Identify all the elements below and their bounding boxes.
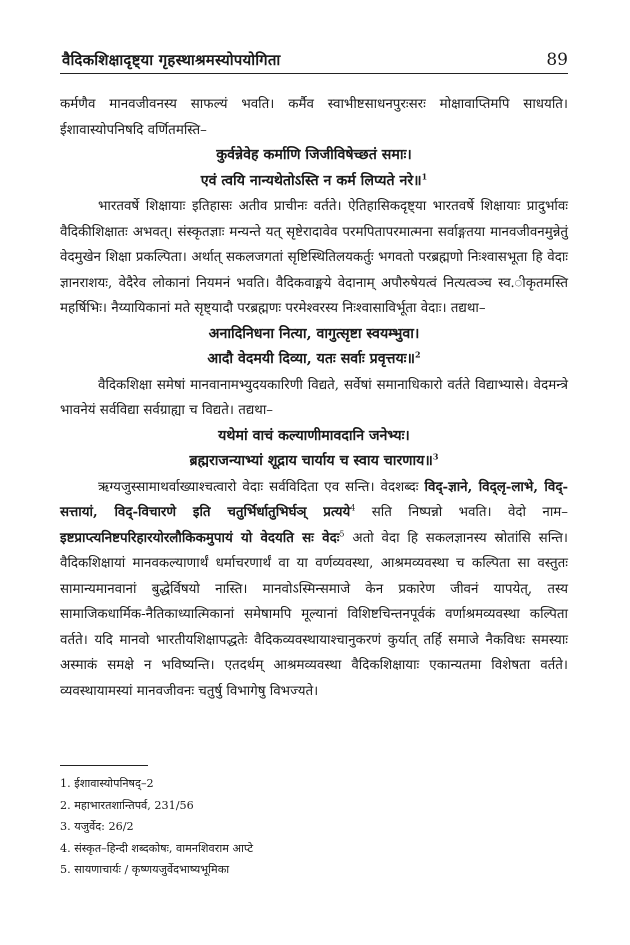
paragraph-4-emphasis: विद्-ज्ञाने, विद्लृ-लाभे, विद्-सत्तायां, विद्-विचारणे इति चतुर्भिर्धातुभिर्घञ् प्रत्यये — [60, 478, 568, 520]
footnote-1: 1. ईशावास्योपनिषद्–2 — [60, 777, 154, 790]
header-rule — [60, 73, 568, 74]
footnote-5: 5. सायणाचार्यः / कृष्णयजुर्वेदभाष्यभूमिका — [60, 863, 230, 876]
footnote-4: 4. संस्कृत–हिन्दी शब्दकोषः, वामनशिवराम आप्टे — [60, 841, 254, 855]
footnote-3: 3. यजुर्वेद: 26/2 — [60, 820, 134, 833]
paragraph-4: ऋग्यजुस्सामाथर्वाख्याश्चत्वारो वेदाः सर्वविदिता एव सन्ति। वेदशब्दः विद्-ज्ञाने, विद्लृ-लाभे, विद्-सत्तायां, विद्-विचारणे इति चतुर्भिर्धातुभिर्घञ् प्रत्यये$^4$ सति निष्पन्नो भवति। वेदो नाम– इष्टप्राप्त्यनिष्टपरिहारयोरलौकिकमुपायं यो वेदयति सः वेदः$^5$ अतो वेदा हि सकलज्ञानस्य स्रोतांसि सन्ति। वैदिकशिक्षायां मानवकल्याणार्थं धर्माचरणार्थं वा या वर्णव्यवस्था, आश्रमव्यवस्था च कल्पिता सा वस्तुतः सामान्यमानवानां बुद्धेर्विषयो नास्ति। मानवोऽस्मिन्समाजे केन प्रकारेण जीवनं यापयेत्, तस्य सामाजिकधार्मिक-नैतिकाध्यात्मिकानां समेषामपि मूल्यानां विशिष्टचिन्तनपूर्वकं वर्णाश्रमव्यवस्था कल्पिता वर्तते। यदि मानवो भारतीयशिक्षापद्धतेः वैदिकव्यवस्थायाश्चानुकरणं कुर्यात् तर्हि समाजे नैकविधः समस्याः अस्माकं समक्षे न भविष्यन्ति। एतदर्थम् आश्रमव्यवस्था वैदिकशिक्षायाः एकान्यतमा विशेषता वर्तते। व्यवस्थायामस्यां मानवजीवनः चतुर्षु विभागेषु विभज्यते। — [60, 478, 568, 699]
page-number: 89 — [546, 50, 568, 70]
verse-1-line-2: एवं त्वयि नान्यथेतोऽस्ति न कर्म लिप्यते नरे॥$^1$ — [200, 170, 428, 189]
verse-3-line-2: ब्रह्मराजन्याभ्यां शूद्राय चार्याय च स्वाय चारणाय॥$^3$ — [189, 451, 439, 469]
running-title: वैदिकशिक्षादृष्ट्या गृहस्थाश्रमस्योपयोगिता — [62, 51, 281, 69]
paragraph-2: भारतवर्षे शिक्षायाः इतिहासः अतीव प्राचीनः वर्तते। ऐतिहासिकदृष्ट्या भारतवर्षे शिक्षायाः प्रादुर्भावः वैदिकीशिक्षातः अभवत्। संस्कृतज्ञाः मन्यन्ते यत् सृष्टेरादावेव परमपितापरमात्मना सर्वाङ्गतया मानवजीवनमुन्नेतुं वेदमुखेन शिक्षा प्रकल्पिता। अर्थात् सकलजगतां सृष्टिस्थितिलयकर्तुः भगवतो परब्रह्मणो निःश्वासभूता हि वेदाः ज्ञानराशयः, वेदैरेव लोकानां नियमनं भवति। वैदिकवाङ्मये वेदानाम् अपौरुषेयत्वं नित्यत्वञ्च स्व.ीकृतमस्ति महर्षिभिः। नैय्यायिकानां मते सृष्ट्यादौ परब्रह्मणः परमेश्वरस्य निःश्वासाविर्भूता वेदाः। तद्यथा– — [60, 199, 568, 316]
footnote-ref-1[interactable]: 1 — [421, 170, 428, 181]
verse-1-line-1: कुर्वन्नेवेह कर्माणि जिजीविषेच्छतं समाः। — [216, 147, 412, 163]
verse-2-line-1: अनादिनिधना नित्या, वागुत्सृष्टा स्वयम्भुवा। — [208, 325, 420, 342]
running-header — [62, 44, 568, 70]
footnote-ref-2[interactable]: 2 — [415, 349, 421, 360]
paragraph-1: कर्मणैव मानवजीवनस्य साफल्यं भवति। कर्मैव स्वाभीष्टसाधनपुरःसरः मोक्षावाप्तिमपि साधयति। ईशावास्योपनिषदि वर्णितमस्ति– — [60, 97, 568, 138]
paragraph-4-quote: इष्टप्राप्त्यनिष्टपरिहारयोरलौकिकमुपायं यो वेदयति सः वेदः — [60, 529, 340, 546]
footnote-ref-5[interactable]: 5 — [339, 529, 345, 539]
footnote-separator — [60, 765, 148, 766]
verse-3-line-1: यथेमां वाचं कल्याणीमावदानि जनेभ्यः। — [218, 427, 410, 444]
footnote-2: 2. महाभारतशान्तिपर्व, 231/56 — [60, 798, 194, 812]
footnote-ref-4[interactable]: 4 — [350, 503, 356, 513]
footnotes — [60, 773, 253, 881]
main-text — [60, 92, 568, 704]
verse-2-line-2: आदौ वेदमयी दिव्या, यतः सर्वाः प्रवृत्तयः॥$^2$ — [207, 349, 421, 367]
paragraph-3: वैदिकशिक्षा समेषां मानवानामभ्युदयकारिणी विद्यते, सर्वेषां समानाधिकारो वर्तते विद्याभ्यासे। वेदमन्त्रे भावनेयं सर्वविद्या सर्वग्राह्या च विद्यते। तद्यथा– — [60, 377, 568, 418]
footnote-ref-3[interactable]: 3 — [432, 451, 439, 462]
